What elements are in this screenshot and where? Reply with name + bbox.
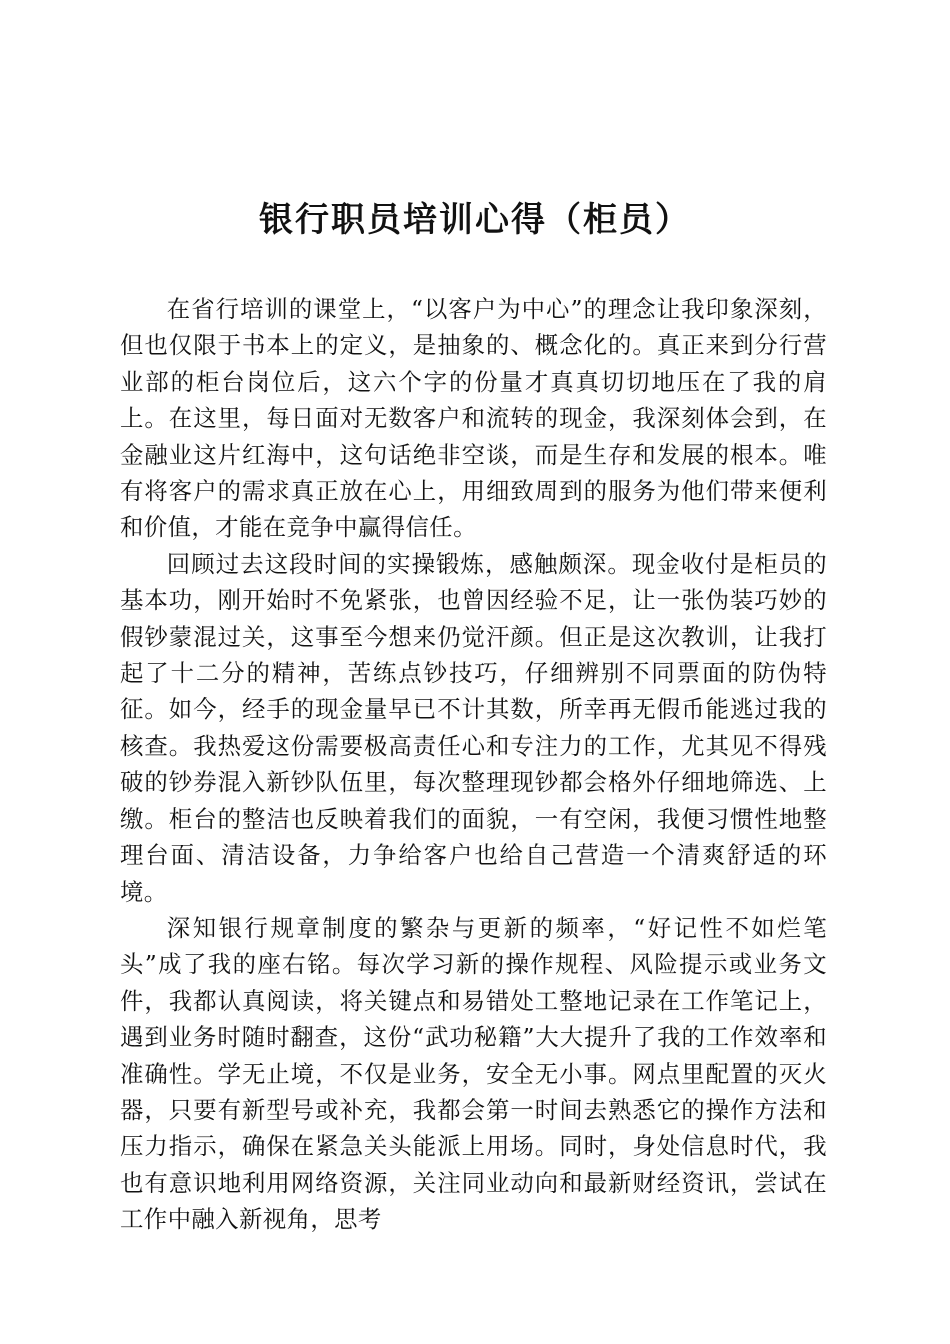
document-body — [120, 291, 827, 1238]
paragraph: 回顾过去这段时间的实操锻炼，感触颇深。现金收付是柜员的基本功，刚开始时不免紧张，也曾因经验不足，让一张伪装巧妙的假钞蒙混过关，这事至今想来仍觉汗颜。但正是这次教训，让我打起了十二分的精神，苦练点钞技巧，仔细辨别不同票面的防伪特征。如今，经手的现金量早已不计其数，所幸再无假币能逃过我的核查。我热爱这份需要极高责任心和专注力的工作，尤其见不得残破的钞券混入新钞队伍里，每次整理现钞都会格外仔细地筛选、上缴。柜台的整洁也反映着我们的面貌，一有空闲，我便习惯性地整理台面、清洁设备，力争给客户也给自己营造一个清爽舒适的环境。 — [120, 549, 827, 906]
paragraph: 深知银行规章制度的繁杂与更新的频率，“好记性不如烂笔头”成了我的座右铭。每次学习新的操作规程、风险提示或业务文件，我都认真阅读，将关键点和易错处工整地记录在工作笔记上，遇到业务时随时翻查，这份“武功秘籍”大大提升了我的工作效率和准确性。学无止境，不仅是业务，安全无小事。网点里配置的灭火器，只要有新型号或补充，我都会第一时间去熟悉它的操作方法和压力指示，确保在紧急关头能派上用场。同时，身处信息时代，我也有意识地利用网络资源，关注同业动向和最新财经资讯，尝试在工作中融入新视角，思考 — [120, 913, 827, 1234]
document-title: 银行职员培训心得（柜员） — [259, 200, 691, 240]
paragraph: 在省行培训的课堂上，“以客户为中心”的理念让我印象深刻，但也仅限于书本上的定义，是抽象的、概念化的。真正来到分行营业部的柜台岗位后，这六个字的份量才真真切切地压在了我的肩上。在这里，每日面对无数客户和流转的现金，我深刻体会到，在金融业这片红海中，这句话绝非空谈，而是生存和发展的根本。唯有将客户的需求真正放在心上，用细致周到的服务为他们带来便利和价值，才能在竞争中赢得信任。 — [120, 295, 827, 542]
